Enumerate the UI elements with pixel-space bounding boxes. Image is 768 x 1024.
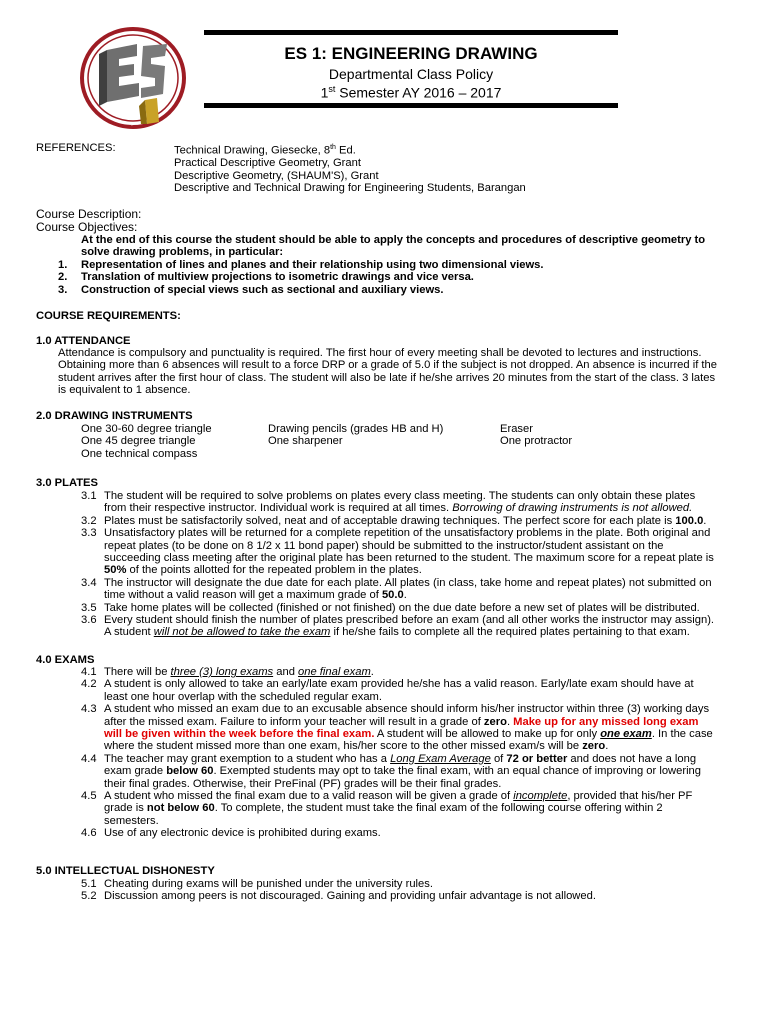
instrument-item: One technical compass [81, 447, 198, 460]
reference-item: Descriptive Geometry, (SHAUM'S), Grant [174, 169, 379, 182]
exams-item-4-3: 4.3 A student who missed an exam due to an excusable absence should inform his/her instructor within three (3) working days after the missed exam. Failure to inform your teacher will result in a grade of zero. Make up for any missed long exam will be given within the week before the final exam. A student will be allowed to make up for only one exam. In the case where the student missed more than one exam, his/her score to the other missed exam/s will be zero. [81, 703, 713, 753]
course-description-label: Course Description: [36, 207, 142, 221]
plates-item-3-5: 3.5 Take home plates will be collected (finished or not finished) on the due date before a new set of plates will be distributed. [81, 601, 700, 614]
attendance-heading: 1.0 ATTENDANCE [36, 335, 131, 347]
instruments-col-2 [268, 423, 443, 448]
instrument-item: One 30-60 degree triangle [81, 423, 212, 435]
exams-item-4-6: 4.6 Use of any electronic device is prohibited during exams. [81, 827, 381, 840]
course-logo [79, 26, 187, 130]
svg-text:ES 1: ES 1 [131, 126, 134, 127]
instrument-item: Drawing pencils (grades HB and H) [268, 423, 444, 435]
references-list [174, 142, 526, 194]
requirements-heading: COURSE REQUIREMENTS: [36, 310, 181, 322]
dishonesty-heading: 5.0 INTELLECTUAL DISHONESTY [36, 865, 215, 877]
exams-item-4-2: 4.2 A student is only allowed to take an early/late exam provided he/she has a valid reason. Early/late exam should have at least one hour overlap with the scheduled regular exam. [81, 678, 694, 703]
course-objectives-label: Course Objectives: [36, 220, 138, 234]
document-title: ES 1: ENGINEERING DRAWING [284, 44, 538, 63]
header-top-rule [204, 30, 618, 35]
plates-item-3-4: 3.4 The instructor will designate the due date for each plate. All plates (in class, take home and repeat plates) not submitted on time without a valid reason will get a maximum grade of 50.0. [81, 576, 712, 602]
dishonesty-item-5-2: 5.2 Discussion among peers is not discouraged. Gaining and providing unfair advantage is not allowed. [81, 890, 596, 903]
exams-item-4-5: 4.5 A student who missed the final exam due to a valid reason will be given a grade of incomplete, provided that his/her PF grade is not below 60. To complete, the student must take the final exam of the following course offering within 2 semesters. [81, 790, 693, 827]
reference-item: Descriptive and Technical Drawing for Engineering Students, Barangan [174, 181, 526, 194]
dishonesty-item-5-1: 5.1 Cheating during exams will be punished under the university rules. [81, 878, 433, 890]
attendance-text: Attendance is compulsory and punctuality is required. The first hour of every meeting shall be devoted to lectures and instructions. Obtaining more than 6 absences will result to a force DRP or a grade of 5.0 if the subject is not dropped. An absence is incurred if the student arrives after the first hour of class. The student will also be late if he/she arrives 20 minutes from the start of the class. 3 lates is equivalent to 1 absence. [58, 347, 717, 397]
plates-item-3-1: 3.1 The student will be required to solve problems on plates every class meeting. The students can only obtain these plates from their respective instructor. Individual work is required at all times. Borrowing of drawing instruments is not allowed. [81, 490, 696, 515]
plates-item-3-6: 3.6 Every student should finish the number of plates prescribed before an exam (and all other works the instructor may assign). A student will not be allowed to take the exam if he/she fails to complete all the required plates pertaining to that exam. [81, 614, 715, 639]
plates-heading: 3.0 PLATES [36, 477, 98, 489]
exams-heading: 4.0 EXAMS [36, 654, 95, 666]
semester-line: 1st Semester AY 2016 – 2017 [320, 84, 502, 101]
plates-item-3-2: 3.2 Plates must be satisfactorily solved, neat and of acceptable drawing techniques. The perfect score for each plate is 100.0. [81, 514, 707, 527]
instruments-col-1 [81, 423, 212, 460]
header-bottom-rule [204, 103, 618, 108]
instrument-item: Eraser [500, 423, 533, 435]
objectives-intro: At the end of this course the student should be able to apply the concepts and procedures of descriptive geometry to [81, 234, 706, 246]
reference-item: Technical Drawing, Giesecke, 8th Ed. [174, 144, 356, 157]
objectives-intro-cont: solve drawing problems, in particular: [81, 246, 284, 258]
objective-item: 1. Representation of lines and planes and their relationship using two dimensional views. [58, 259, 544, 271]
instrument-item: One protractor [500, 435, 573, 448]
references-label: REFERENCES: [36, 142, 116, 154]
objective-item: 2. Translation of multiview projections to isometric drawings and vice versa. [58, 271, 474, 284]
instrument-item: One 45 degree triangle [81, 435, 196, 448]
objectives-list [58, 259, 544, 296]
plates-item-3-3: 3.3 Unsatisfactory plates will be returned for a complete repetition of the unsatisfactory problems in the plate. Both original and repeat plates (to be done on 8 1/2 x 11 bond paper) should be submitted to the instructor/student assistant on the succeeding class meeting after the original plate has been returned to the student. The maximum score for a repeat plate is 50% of the points allotted for the repeated problem in the plates. [81, 527, 714, 577]
instrument-item: One sharpener [268, 435, 343, 448]
reference-item: Practical Descriptive Geometry, Grant [174, 157, 361, 170]
instruments-col-3 [500, 423, 572, 448]
instruments-heading: 2.0 DRAWING INSTRUMENTS [36, 410, 193, 422]
exams-item-4-1: 4.1 There will be three (3) long exams and one final exam. [81, 666, 374, 678]
objective-item: 3. Construction of special views such as sectional and auxiliary views. [58, 283, 444, 296]
document-subtitle: Departmental Class Policy [328, 66, 494, 82]
plates-list [81, 490, 741, 639]
exams-item-4-4: 4.4 The teacher may grant exemption to a student who has a Long Exam Average of 72 or better and does not have a long exam grade below 60. Exempted students may opt to take the final exam, with an equal chance of improving or lowering their final grades. Otherwise, their PreFinal (PF) grades will be their final grades. [81, 752, 701, 790]
exams-list [81, 666, 741, 840]
dishonesty-list [81, 878, 741, 903]
